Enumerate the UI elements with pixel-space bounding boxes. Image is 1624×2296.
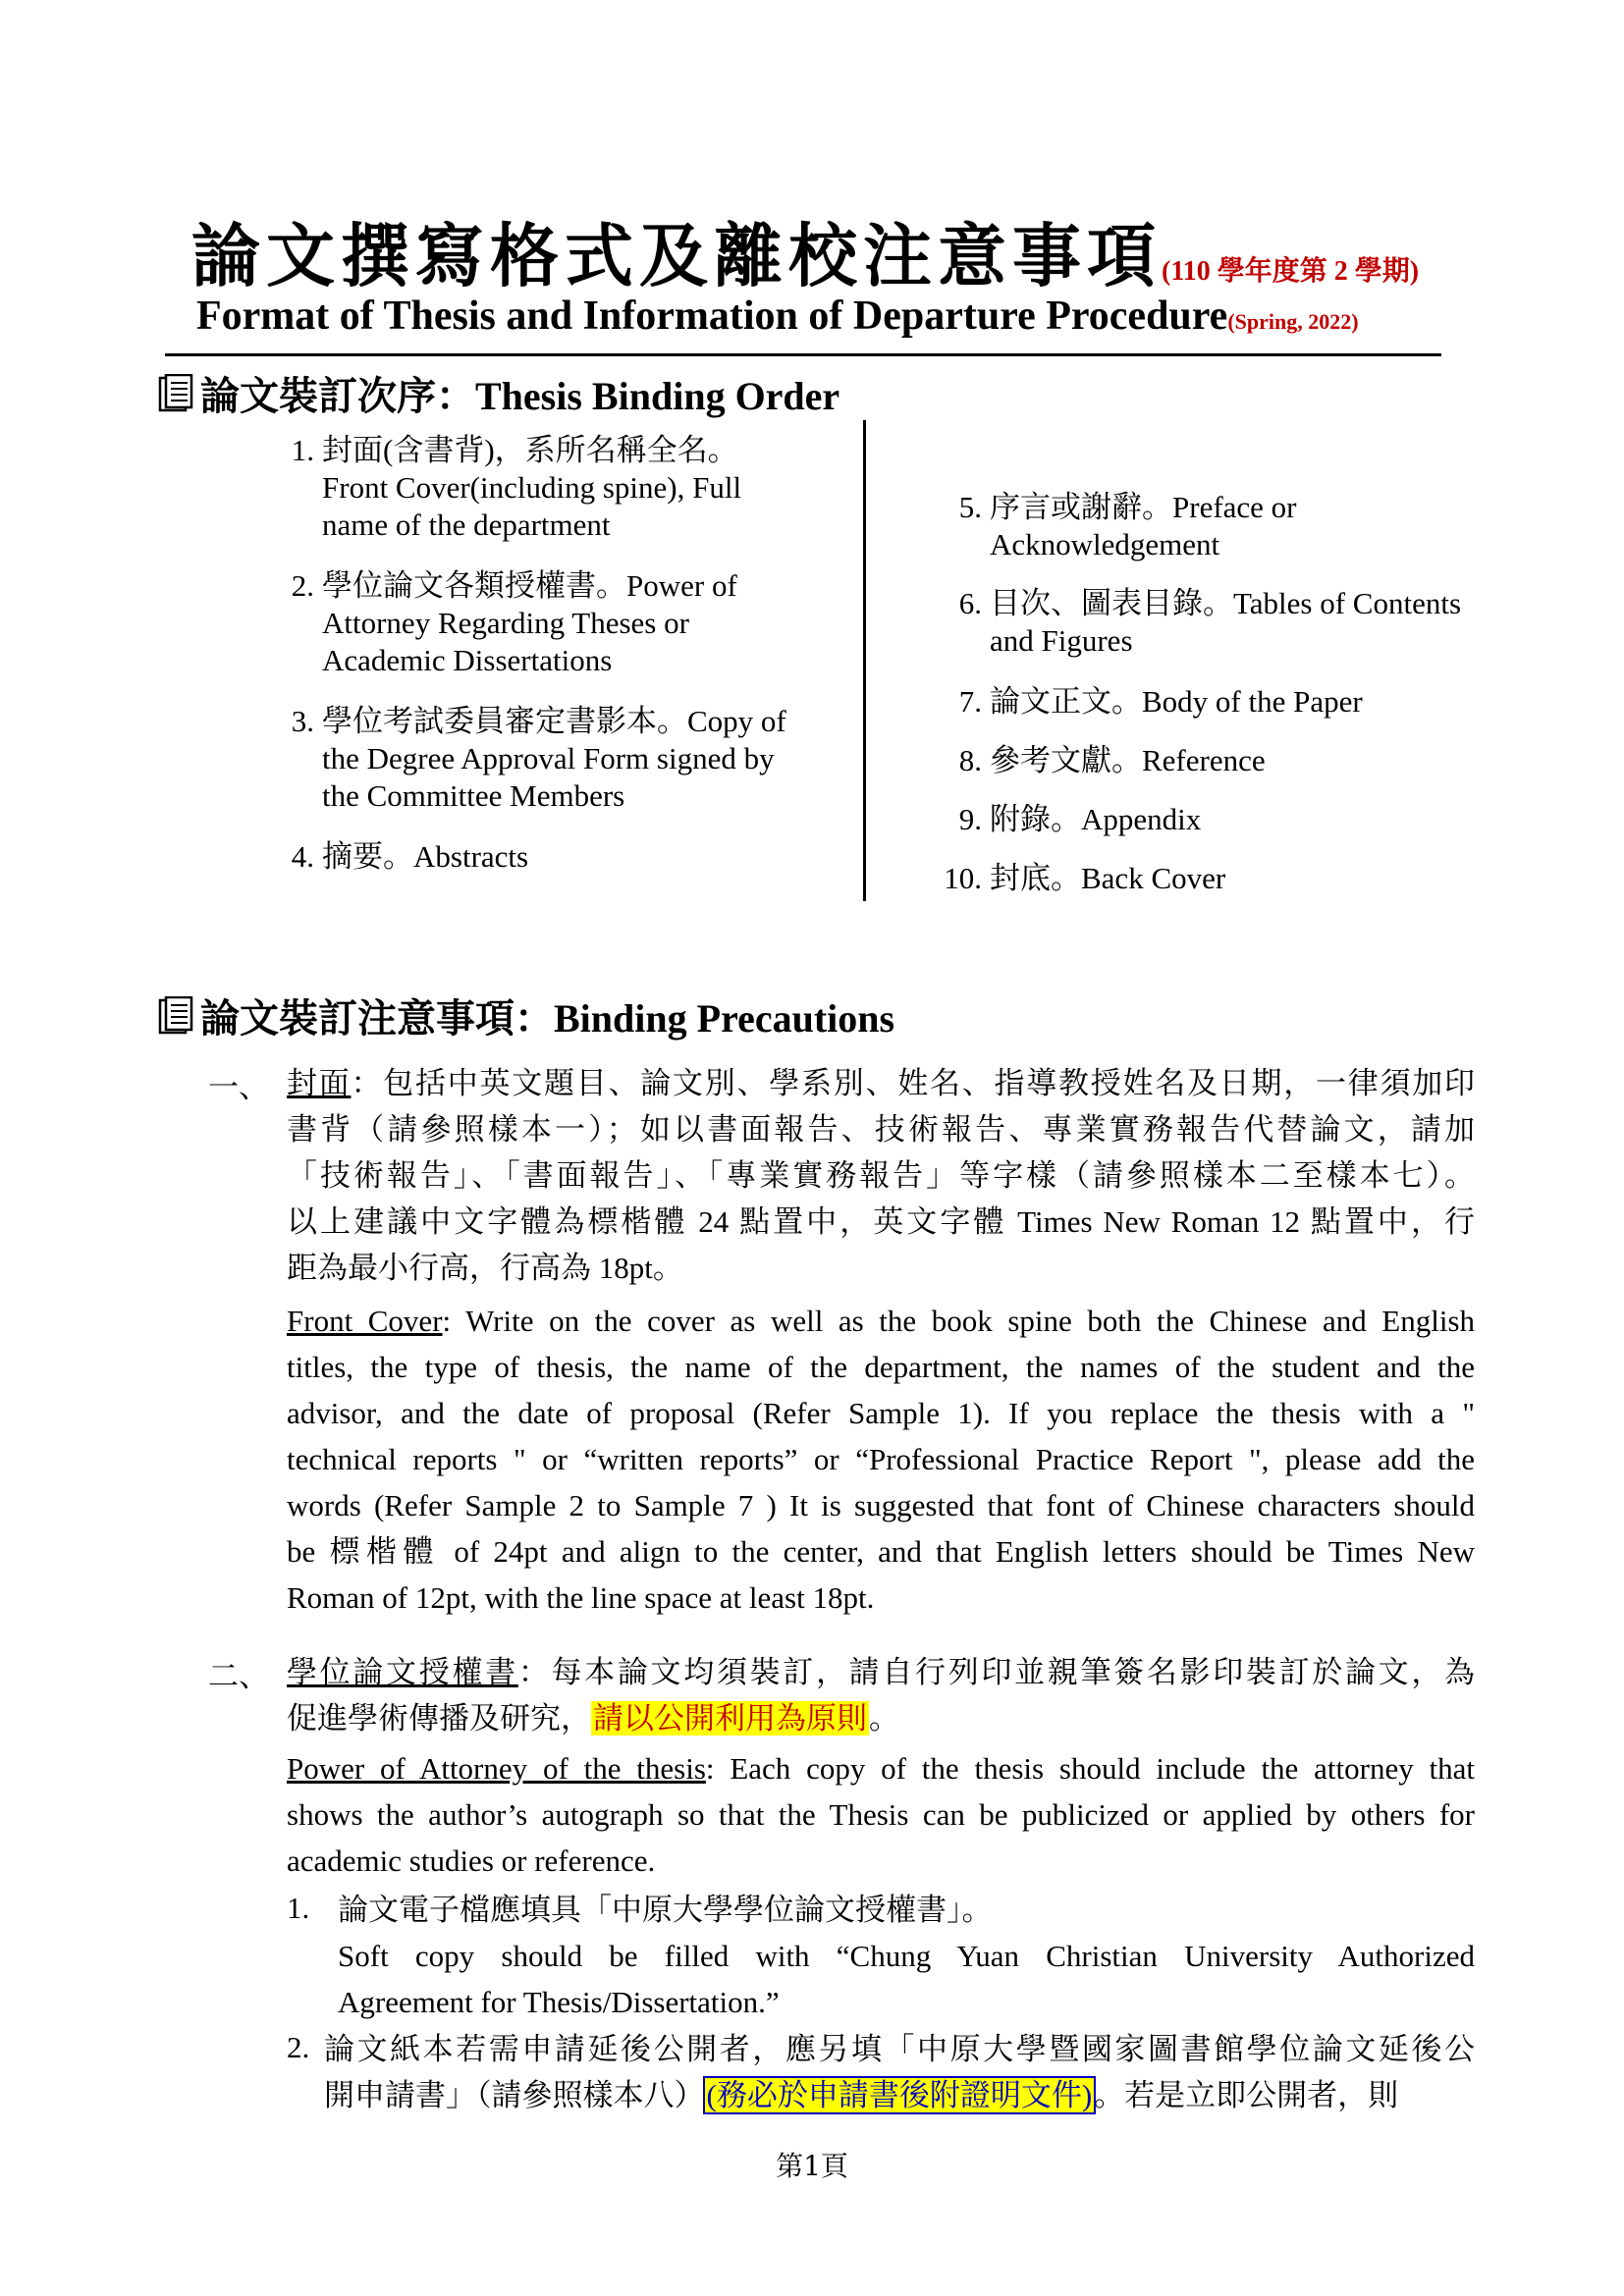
paragraph-line-text: ：包括中英文題目、論文別、學系別、姓名、指導教授姓名及日期，一律須加印: [351, 1066, 1475, 1100]
page-number: 第1頁: [776, 2150, 848, 2182]
paragraph-line: shows the author’s autograph so that the Thesis can be publicized or applied by others for: [287, 1797, 1475, 1832]
paragraph-line: technical reports " or “written reports” or “Professional Practice Report ", please add the: [287, 1442, 1475, 1476]
list-item-line: 學位論文各類授權書。Power of: [322, 568, 737, 603]
list-item-text: [322, 432, 741, 544]
list-item-number: 9.: [958, 802, 982, 836]
highlighted-open-access-note: 請以公開利用為原則: [593, 1701, 867, 1735]
list-item-line: Front Cover(including spine), Full: [322, 470, 742, 505]
document-stack-icon: [157, 996, 194, 1036]
list-item-number: 7.: [958, 684, 982, 719]
list-item-number: 2.: [291, 568, 314, 603]
list-item-line: 學位考試委員審定書影本。Copy of: [322, 704, 786, 738]
paragraph-line: 以上建議中文字體為標楷體 24 點置中，英文字體 Times New Roman 12 點置中，行: [287, 1204, 1475, 1239]
paragraph-line-text: ：每本論文均須裝訂，請自行列印並親筆簽名影印裝訂於論文，為: [517, 1655, 1476, 1689]
paragraph-line: Roman of 12pt, with the line space at least 18pt.: [287, 1580, 875, 1615]
list-item-line: 封面(含書背)，系所名稱全名。: [322, 433, 738, 467]
paragraph-line: academic studies or reference.: [287, 1843, 656, 1878]
list-item-text: 論文正文。Body of the Paper: [990, 684, 1363, 719]
paragraph-line: be 標楷體 of 24pt and align to the center, and that English letters should be Times New: [287, 1534, 1475, 1569]
list-item-text: [322, 567, 737, 679]
list-item-number: 4.: [291, 839, 314, 874]
list-item-number: 5.: [958, 490, 982, 524]
list-item-text: 封底。Back Cover: [990, 861, 1226, 895]
list-item-number: 6.: [958, 586, 982, 620]
item-2-chinese-paragraph: [287, 1649, 1475, 1741]
list-item-line: 摘要。Abstracts: [322, 839, 529, 874]
title-english: [196, 293, 1359, 340]
paragraph-line: Soft copy should be filled with “Chung Yuan Christian University Authorized: [338, 1939, 1475, 1973]
front-cover-term: Front Cover: [287, 1304, 443, 1338]
binding-order-heading: [157, 365, 839, 421]
paragraph-line: advisor, and the date of proposal (Refer Sample 1). If you replace the thesis with a ": [287, 1396, 1475, 1430]
title-chinese: [191, 201, 1419, 300]
list-item-line: 序言或謝辭。Preface or: [990, 490, 1297, 524]
paragraph-line: 論文電子檔應填具「中原大學學位論文授權書」。: [338, 1893, 993, 1927]
title-divider: [165, 353, 1441, 356]
document-stack-icon: [157, 374, 194, 413]
list-item-line: Acknowledgement: [990, 527, 1220, 561]
paragraph-line: 「技術報告」、「書面報告」、「專業實務報告」等字樣（請參照樣本二至樣本七）。: [287, 1158, 1475, 1193]
list-item-line: 目次、圖表目錄。Tables of Contents: [990, 586, 1462, 620]
list-item-number: 1.: [291, 433, 314, 467]
power-of-attorney-term: 學位論文授權書: [287, 1655, 518, 1689]
binding-order-heading-text: 論文裝訂次序：Thesis Binding Order: [200, 374, 840, 418]
list-item-line: Academic Dissertations: [322, 643, 613, 677]
sub-item-2-number: 2.: [287, 2030, 310, 2064]
list-item-text: [990, 489, 1297, 563]
paragraph-line-text: 開申請書」（請參照樣本八）: [324, 2078, 705, 2112]
paragraph-line: [287, 1060, 1475, 1106]
paragraph-line: Agreement for Thesis/Dissertation.”: [338, 1985, 780, 2019]
list-item-text: 參考文獻。Reference: [990, 743, 1266, 777]
paragraph-line: [287, 1695, 1475, 1741]
paragraph-line: titles, the type of thesis, the name of the department, the names of the student and the: [287, 1350, 1475, 1384]
list-item-text: [322, 838, 528, 876]
title-english-text: Format of Thesis and Information of Departure Procedure: [196, 294, 1228, 339]
list-item-text: 附錄。Appendix: [990, 802, 1202, 836]
item-1-marker: 一、: [208, 1070, 269, 1105]
list-item-line: name of the department: [322, 507, 611, 542]
binding-precautions-heading-text: 論文裝訂注意事項：Binding Precautions: [200, 996, 895, 1041]
list-item-line: Attorney Regarding Theses or: [322, 606, 689, 640]
list-item-text: [990, 585, 1461, 660]
list-item-line: and Figures: [990, 623, 1133, 658]
paragraph-line: [287, 1298, 1475, 1344]
highlighted-proof-note: (務必於申請書後附證明文件): [706, 2078, 1093, 2112]
sub-item-2-paragraph: [324, 2026, 1475, 2118]
paragraph-line: words (Refer Sample 2 to Sample 7 ) It is suggested that font of Chinese characters should: [287, 1488, 1475, 1522]
list-item-text: [322, 703, 786, 815]
column-divider: [863, 420, 866, 901]
binding-precautions-heading: [157, 988, 894, 1043]
paragraph-line: [324, 2072, 1475, 2118]
paragraph-line-text: : Each copy of the thesis should include the attorney that: [705, 1751, 1475, 1786]
list-item-number: 3.: [291, 704, 314, 738]
sub-item-1-paragraph: [338, 1887, 1475, 2025]
paragraph-line: 書背（請參照樣本一）；如以書面報告、技術報告、專業實務報告代替論文，請加: [287, 1112, 1475, 1147]
list-item-line: the Committee Members: [322, 778, 625, 813]
power-of-attorney-english-term: Power of Attorney of the thesis: [287, 1751, 706, 1786]
item-1-english-paragraph: [287, 1298, 1475, 1621]
list-item-line: the Degree Approval Form signed by: [322, 741, 775, 775]
paragraph-line: [287, 1745, 1475, 1791]
paragraph-line: [287, 1649, 1475, 1695]
paragraph-line-text: 促進學術傳播及研究，: [287, 1701, 591, 1735]
title-chinese-semester: (110 學年度第 2 學期): [1162, 256, 1420, 287]
title-chinese-text: 論文撰寫格式及離校注意事項: [191, 215, 1162, 296]
item-2-english-paragraph: [287, 1745, 1475, 1884]
list-item-number: 8.: [958, 743, 982, 777]
paragraph-line-text: 。若是立即公開者，則: [1094, 2078, 1399, 2112]
item-2-marker: 二、: [208, 1659, 269, 1694]
title-english-semester: (Spring, 2022): [1227, 309, 1359, 334]
paragraph-line-text: 。: [869, 1701, 899, 1735]
list-item-number: 10.: [944, 861, 982, 895]
sub-item-1-number: 1.: [287, 1891, 310, 1925]
paragraph-line: 距為最小行高，行高為 18pt。: [287, 1251, 683, 1285]
paragraph-line-text: : Write on the cover as well as the book spine both the Chinese and English: [442, 1304, 1476, 1338]
item-1-chinese-paragraph: [287, 1060, 1475, 1291]
cover-term: 封面: [287, 1066, 352, 1100]
paragraph-line: 論文紙本若需申請延後公開者，應另填「中原大學暨國家圖書館學位論文延後公: [324, 2032, 1475, 2066]
